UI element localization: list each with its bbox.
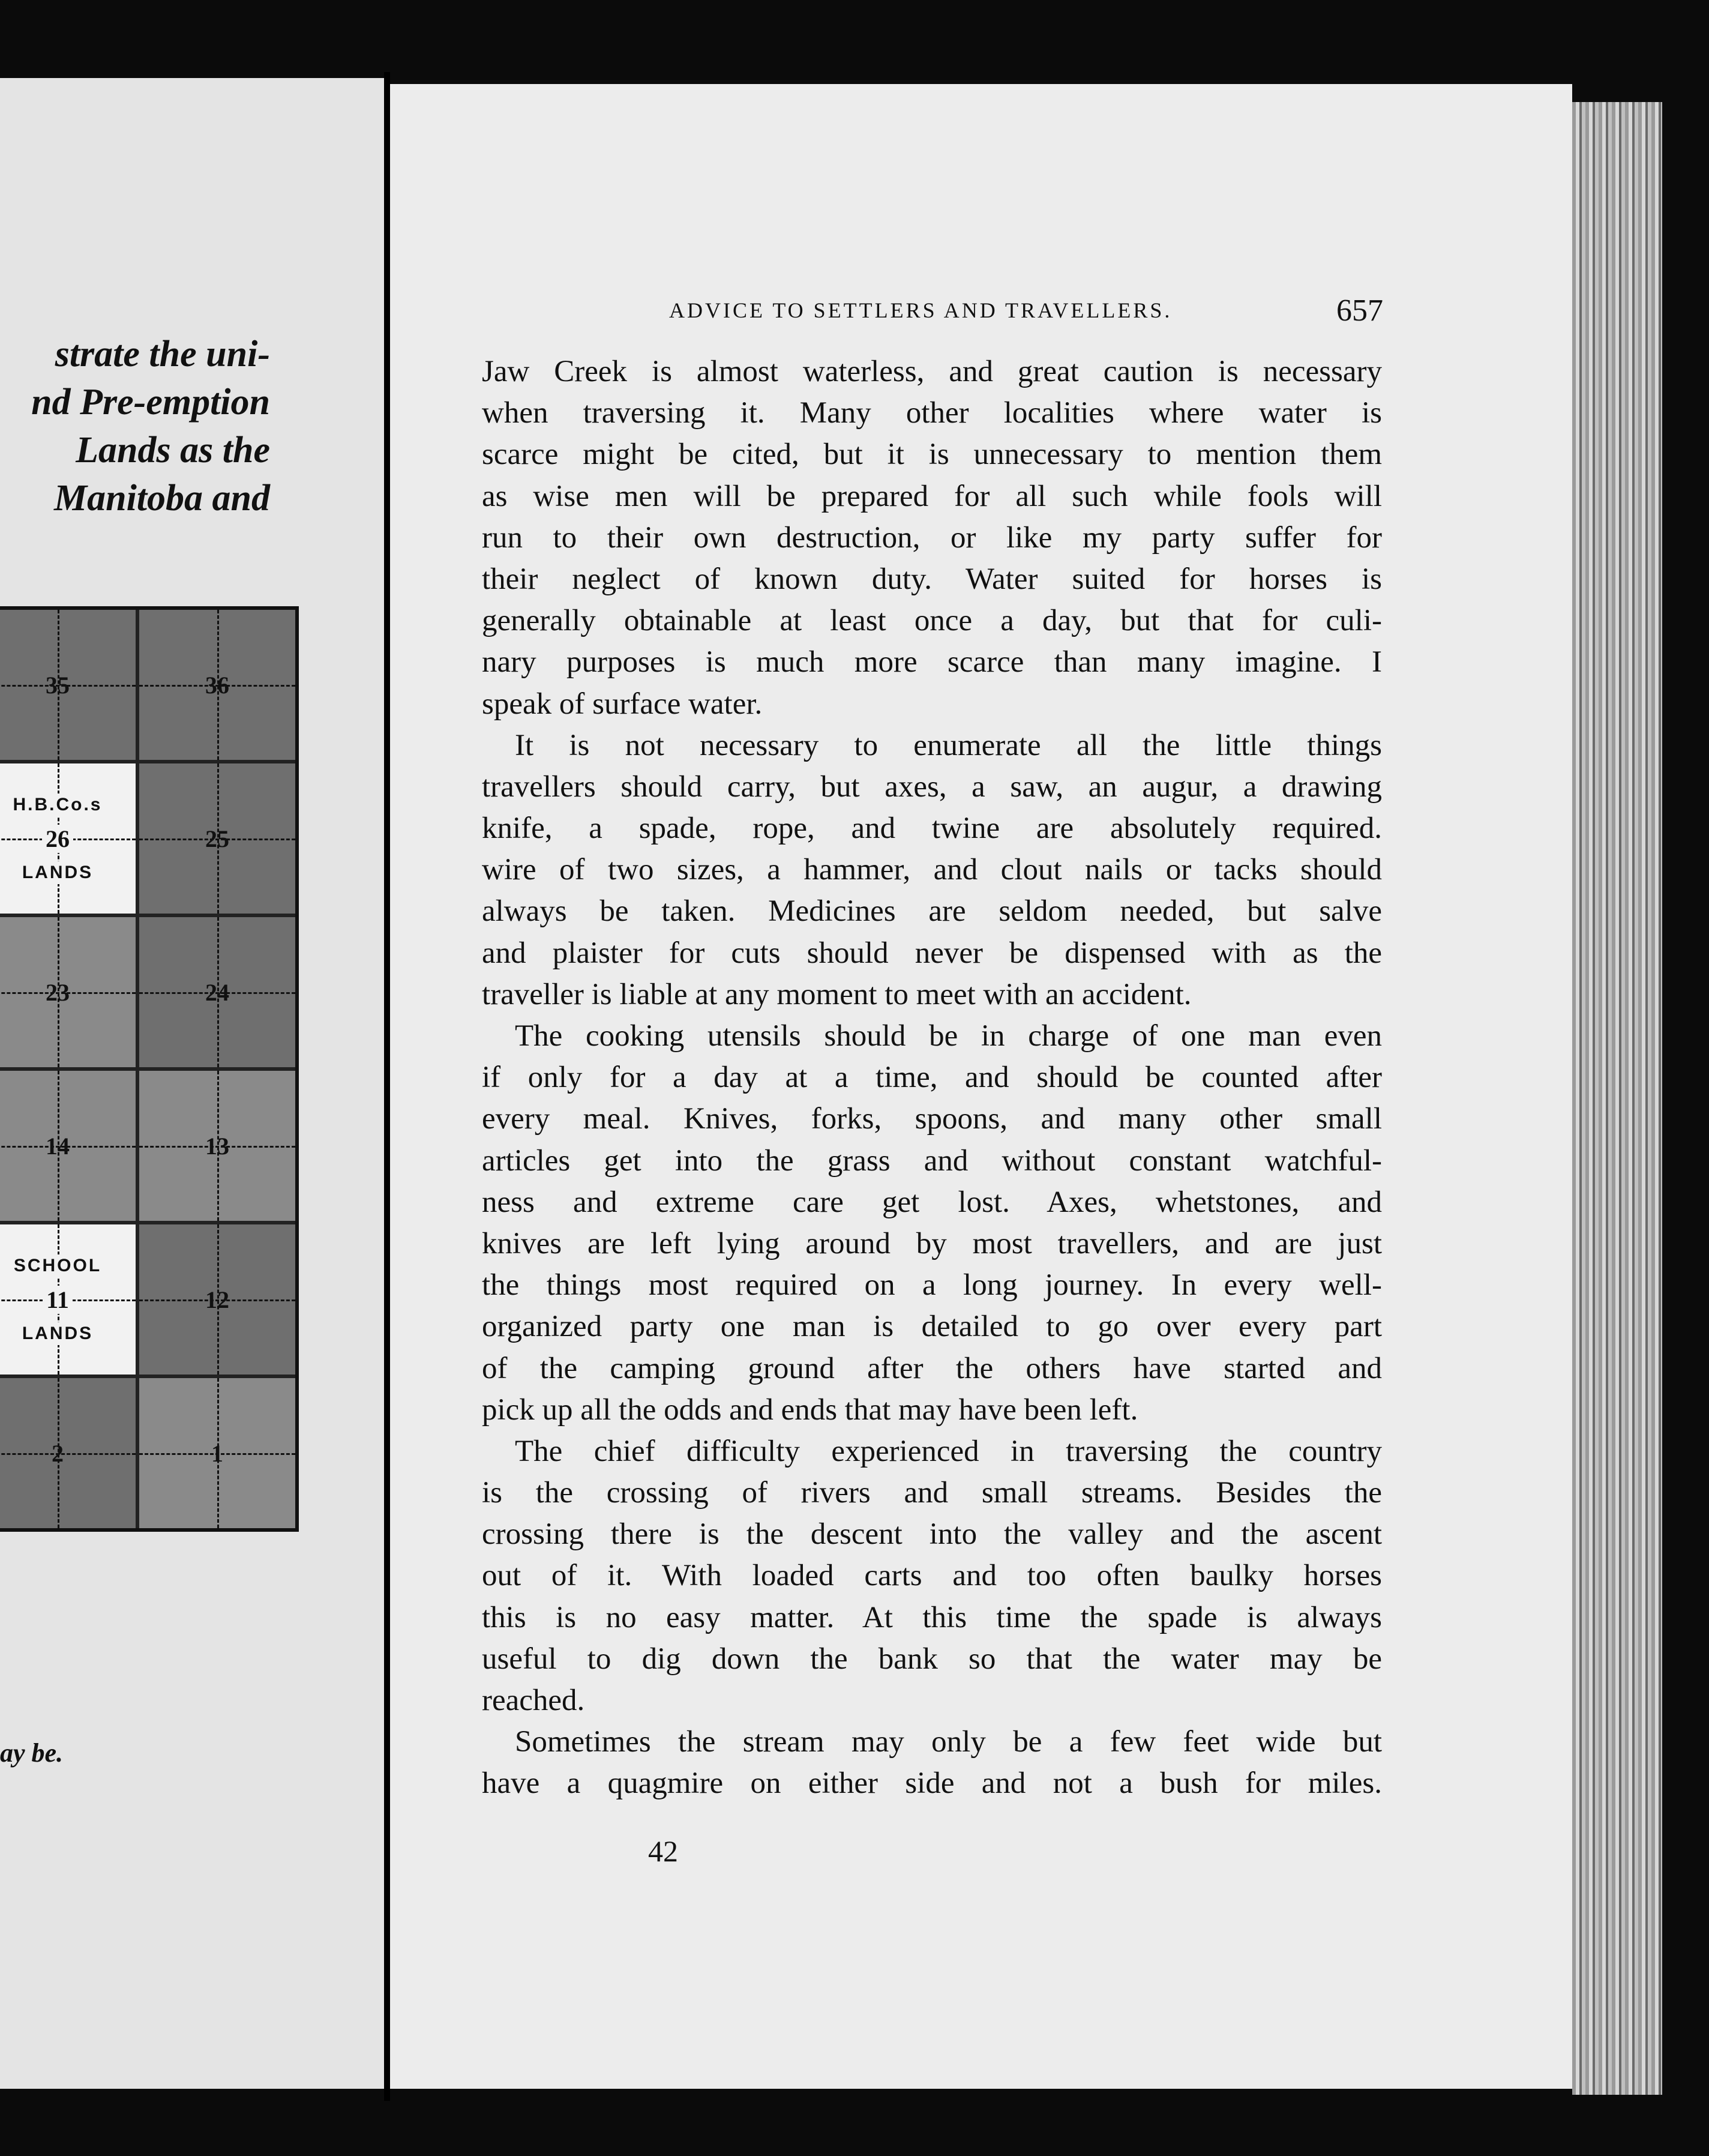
grid-section-35 bbox=[0, 610, 136, 760]
section-number: 23 bbox=[46, 978, 70, 1006]
section-number: 35 bbox=[46, 671, 70, 699]
grid-section-26 bbox=[0, 763, 136, 914]
grid-section-1 bbox=[139, 1378, 295, 1528]
text-line: scarce might be cited, but it is unnecessary to mention them bbox=[482, 438, 1382, 472]
section-label-bottom: LANDS bbox=[19, 1322, 97, 1345]
caption-line: Manitoba and bbox=[53, 478, 270, 519]
page-number: 657 bbox=[1336, 294, 1383, 328]
text-line: Sometimes the stream may only be a few feet wide but bbox=[515, 1725, 1382, 1759]
signature-mark: 42 bbox=[648, 1834, 678, 1868]
section-label-top: SCHOOL bbox=[10, 1254, 105, 1277]
text-line: pick up all the odds and ends that may have been left. bbox=[482, 1393, 1138, 1427]
text-line: and plaister for cuts should never be dispensed with as the bbox=[482, 936, 1382, 970]
township-section-grid bbox=[0, 606, 299, 1532]
running-head bbox=[669, 293, 1383, 335]
text-line: have a quagmire on either side and not a bush for miles. bbox=[482, 1766, 1382, 1801]
text-line: out of it. With loaded carts and too often baulky horses bbox=[482, 1559, 1382, 1593]
section-number: 25 bbox=[205, 825, 229, 852]
section-number: 26 bbox=[42, 825, 73, 853]
grid-section-12 bbox=[139, 1224, 295, 1375]
section-number: 14 bbox=[46, 1132, 70, 1160]
text-line: run to their own destruction, or like my party suffer for bbox=[482, 520, 1382, 555]
section-label-top: H.B.Co.s bbox=[9, 793, 106, 816]
text-line: every meal. Knives, forks, spoons, and many other small bbox=[482, 1102, 1382, 1136]
grid-section-2 bbox=[0, 1378, 136, 1528]
text-line: their neglect of known duty. Water suited for horses is bbox=[482, 562, 1382, 596]
text-line: as wise men will be prepared for all such while fools will bbox=[482, 479, 1382, 513]
text-line: this is no easy matter. At this time the spade is always bbox=[482, 1600, 1382, 1634]
section-number: 36 bbox=[205, 671, 229, 699]
text-line: if only for a day at a time, and should be counted after bbox=[482, 1061, 1382, 1095]
caption-line: Lands as the bbox=[76, 430, 270, 471]
section-number: 2 bbox=[52, 1439, 64, 1467]
text-line: It is not necessary to enumerate all the little things bbox=[515, 728, 1382, 762]
text-line: useful to dig down the bank so that the water may be bbox=[482, 1642, 1382, 1676]
section-label-bottom: LANDS bbox=[19, 861, 97, 884]
grid-section-25 bbox=[139, 763, 295, 914]
left-facing-page bbox=[0, 78, 384, 2089]
grid-section-23 bbox=[0, 917, 136, 1067]
grid-section-14 bbox=[0, 1071, 136, 1221]
section-number: 24 bbox=[205, 978, 229, 1006]
caption-line: nd Pre-emption bbox=[31, 382, 270, 423]
text-line: the things most required on a long journey. In every well- bbox=[482, 1268, 1382, 1302]
text-line: of the camping ground after the others have started and bbox=[482, 1351, 1382, 1385]
running-title: ADVICE TO SETTLERS AND TRAVELLERS. bbox=[669, 298, 1173, 322]
grid-section-24 bbox=[139, 917, 295, 1067]
text-line: reached. bbox=[482, 1684, 585, 1717]
text-line: organized party one man is detailed to go over every part bbox=[482, 1310, 1382, 1344]
text-line: travellers should carry, but axes, a saw, an augur, a drawing bbox=[482, 769, 1382, 804]
book-gutter bbox=[384, 72, 390, 2101]
text-line: always be taken. Medicines are seldom needed, but salve bbox=[482, 894, 1382, 929]
page-edges bbox=[1572, 102, 1662, 2095]
text-line: Jaw Creek is almost waterless, and great caution is necessary bbox=[482, 355, 1382, 388]
text-line: is the crossing of rivers and small streams. Besides the bbox=[482, 1476, 1382, 1510]
text-line: knife, a spade, rope, and twine are absolutely required. bbox=[482, 812, 1382, 846]
body-text bbox=[482, 351, 1382, 1805]
text-line: The cooking utensils should be in charge of one man even bbox=[515, 1019, 1382, 1053]
text-line: speak of surface water. bbox=[482, 687, 763, 721]
text-line: articles get into the grass and without constant watchful- bbox=[482, 1143, 1382, 1178]
text-line: ness and extreme care get lost. Axes, whetstones, and bbox=[482, 1185, 1382, 1219]
text-line: traveller is liable at any moment to meet with an accident. bbox=[482, 977, 1192, 1011]
left-page-caption bbox=[31, 330, 270, 522]
text-line: generally obtainable at least once a day, but that for culi- bbox=[482, 604, 1382, 638]
text-line: wire of two sizes, a hammer, and clout nails or tacks should bbox=[482, 853, 1382, 887]
text-line: nary purposes is much more scarce than many imagine. I bbox=[482, 645, 1382, 679]
text-line: when traversing it. Many other localities where water is bbox=[482, 396, 1382, 430]
caption-line: strate the uni- bbox=[55, 334, 270, 375]
grid-section-36 bbox=[139, 610, 295, 760]
section-number: 11 bbox=[43, 1286, 73, 1314]
text-line: The chief difficulty experienced in traversing the country bbox=[515, 1434, 1382, 1468]
section-number: 12 bbox=[205, 1286, 229, 1313]
section-number: 1 bbox=[211, 1439, 223, 1467]
grid-section-13 bbox=[139, 1071, 295, 1221]
grid-section-11 bbox=[0, 1224, 136, 1375]
section-number: 13 bbox=[205, 1132, 229, 1160]
text-line: crossing there is the descent into the valley and the ascent bbox=[482, 1517, 1382, 1552]
text-line: knives are left lying around by most travellers, and are just bbox=[482, 1226, 1382, 1260]
left-page-footer-fragment: ay be. bbox=[0, 1738, 64, 1768]
